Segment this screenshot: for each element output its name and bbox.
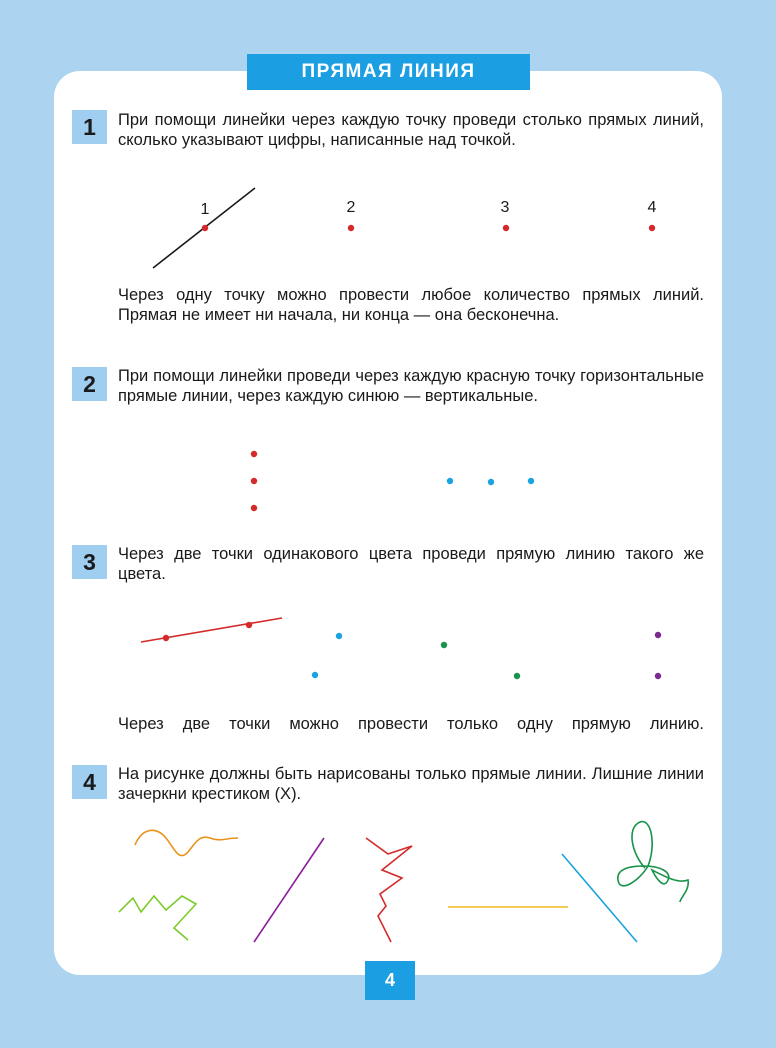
point-label-4: 4 <box>647 199 657 216</box>
task-number-3: 3 <box>72 545 107 579</box>
task-number-1: 1 <box>72 110 107 144</box>
point-label-1: 1 <box>200 201 210 218</box>
point-label-3: 3 <box>500 199 510 216</box>
point-label-2: 2 <box>346 199 356 216</box>
straight-line-blue <box>562 854 637 942</box>
task-1-instruction: При помощи линейки через каждую точку проведи столько прямых линий, сколько указывают цифры, написанные над точкой. <box>118 111 704 149</box>
task-number-4: 4 <box>72 765 107 799</box>
task-4-instruction: На рисунке должны быть нарисованы только прямые линии. Лишние линии зачеркни крестиком (X). <box>118 765 704 803</box>
straight-line-magenta <box>254 838 324 942</box>
page-title: ПРЯМАЯ ЛИНИЯ <box>247 54 530 90</box>
zigzag-line-green <box>119 896 196 940</box>
page-number: 4 <box>365 961 415 1000</box>
wavy-line-orange <box>135 830 238 855</box>
task-1-note: Через одну точку можно провести любое количество прямых линий. Прямая не имеет ни начала, ни конца — она бесконечна. <box>118 286 704 324</box>
broken-line-red <box>366 838 412 942</box>
task-3-instruction: Через две точки одинакового цвета проведи прямую линию такого же цвета. <box>118 545 704 583</box>
curly-line-green <box>618 822 688 902</box>
task-3-note: Через две точки можно провести только одну прямую линию. <box>118 715 704 733</box>
task-number-2: 2 <box>72 367 107 401</box>
task-2-instruction: При помощи линейки проведи через каждую красную точку горизонтальные прямые линии, через каждую синюю — вертикальные. <box>118 367 704 405</box>
